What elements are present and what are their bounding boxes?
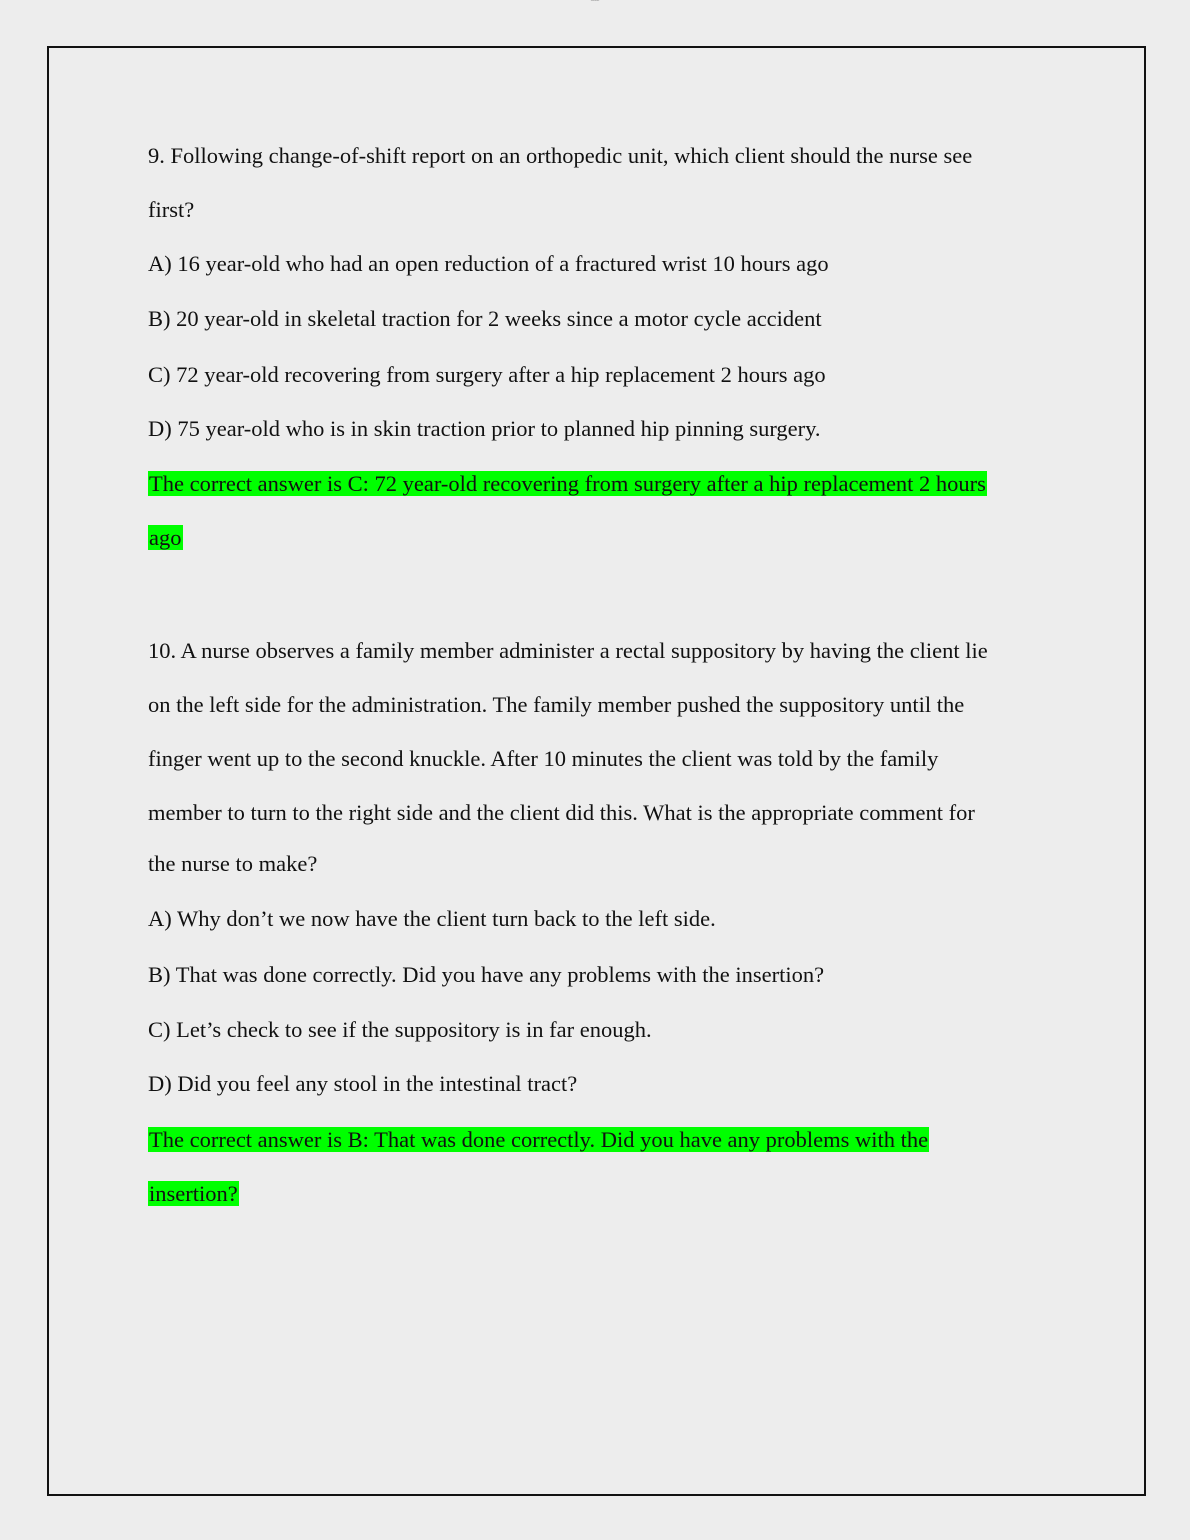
question-9-option-a: A) 16 year-old who had an open reduction of a fractured wrist 10 hours ago <box>148 251 829 276</box>
question-10-stem-line-5: the nurse to make? <box>148 851 318 876</box>
question-9-option-b: B) 20 year-old in skeletal traction for 2 weeks since a motor cycle accident <box>148 306 822 331</box>
answer-highlight: The correct answer is B: That was done correctly. Did you have any problems with the <box>149 1127 929 1152</box>
answer-highlight: The correct answer is C: 72 year-old recovering from surgery after a hip replacement 2 hours <box>149 471 986 496</box>
question-10-option-c: C) Let’s check to see if the suppository is in far enough. <box>148 1017 652 1042</box>
page-header-watermark: watermark <box>590 0 600 2</box>
question-10-stem-line-1: 10. A nurse observes a family member administer a rectal suppository by having the client lie <box>148 638 988 663</box>
question-10-stem-line-3: finger went up to the second knuckle. After 10 minutes the client was told by the family <box>148 746 939 771</box>
question-9-answer-line-2 <box>148 524 183 552</box>
answer-highlight: ago <box>149 525 182 550</box>
question-9-stem-line-1: 9. Following change-of-shift report on an orthopedic unit, which client should the nurse see <box>148 143 973 168</box>
answer-highlight: insertion? <box>149 1181 238 1206</box>
question-10-option-d: D) Did you feel any stool in the intestinal tract? <box>148 1071 578 1096</box>
question-9-answer-line-1 <box>148 470 987 498</box>
question-10-stem-line-2: on the left side for the administration. The family member pushed the suppository until the <box>148 692 965 717</box>
question-10-option-a: A) Why don’t we now have the client turn back to the left side. <box>148 906 716 931</box>
question-10-answer-line-1 <box>148 1126 929 1154</box>
question-9-option-c: C) 72 year-old recovering from surgery after a hip replacement 2 hours ago <box>148 362 826 387</box>
question-9-option-d: D) 75 year-old who is in skin traction prior to planned hip pinning surgery. <box>148 416 821 441</box>
question-10-option-b: B) That was done correctly. Did you have any problems with the insertion? <box>148 962 825 987</box>
question-9-stem-line-2: first? <box>148 197 195 222</box>
question-10-answer-line-2 <box>148 1180 239 1208</box>
question-10-stem-line-4: member to turn to the right side and the client did this. What is the appropriate comment for <box>148 800 975 825</box>
